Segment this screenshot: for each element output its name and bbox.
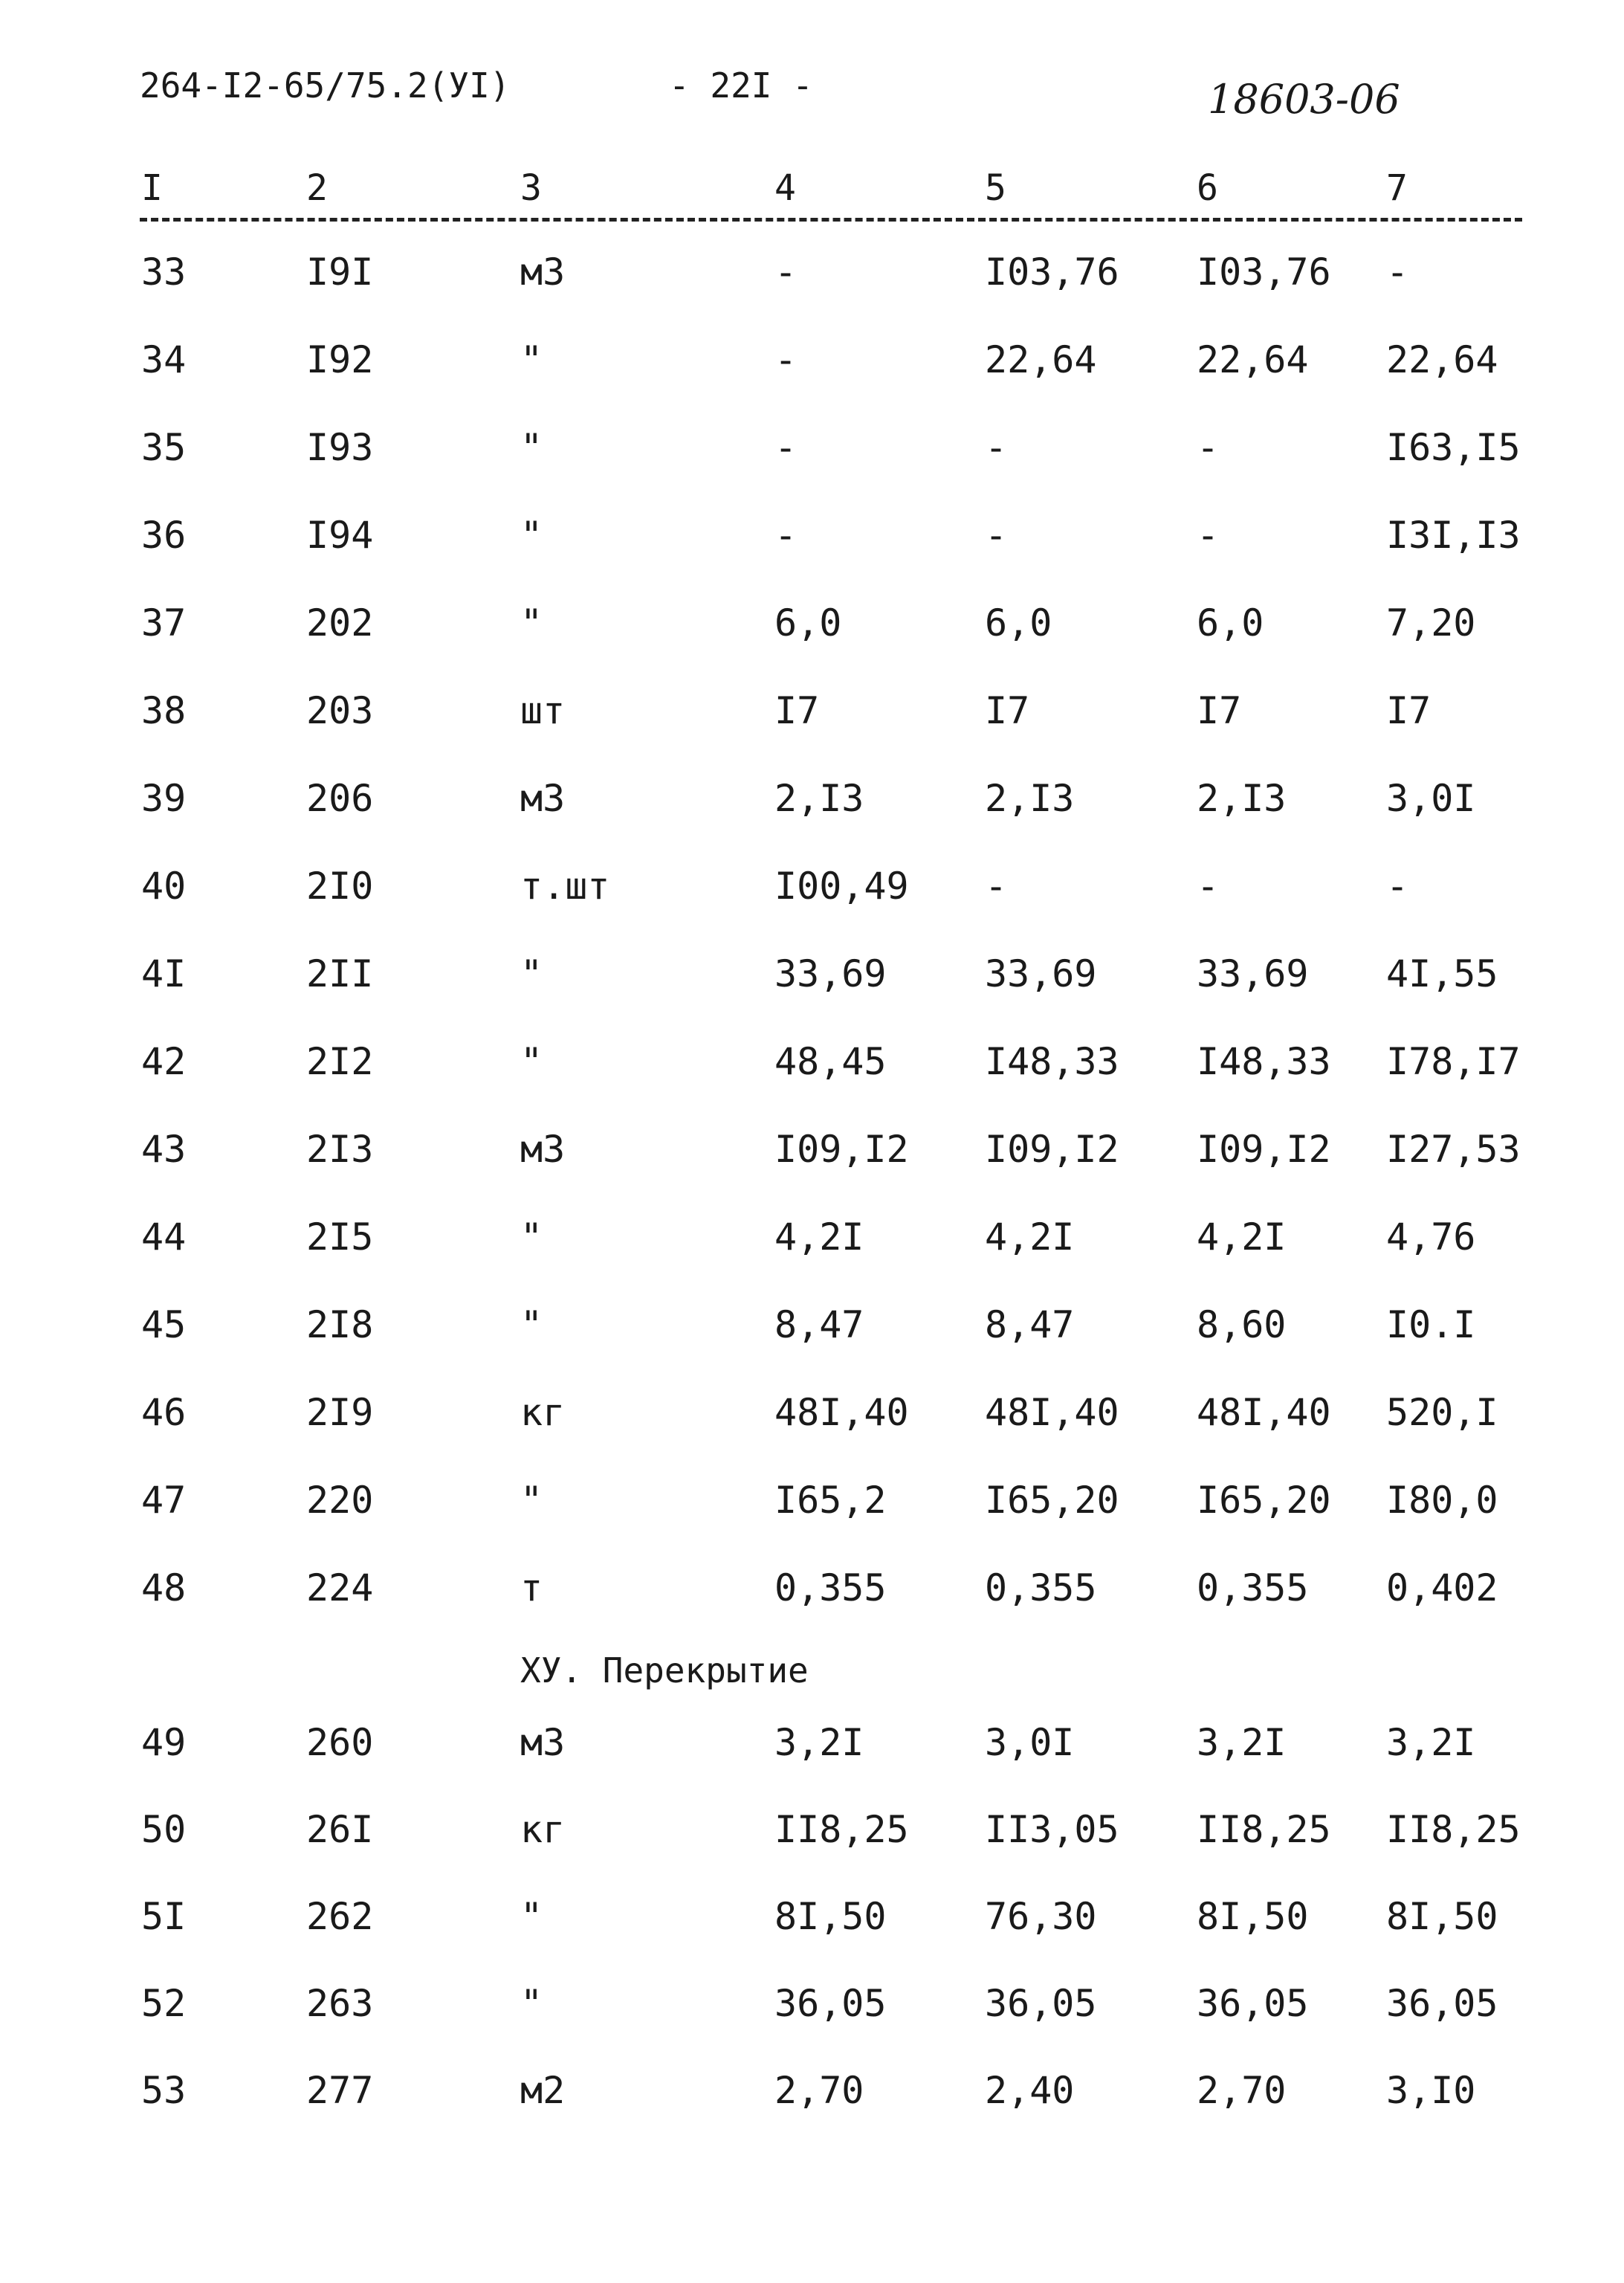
table-cell: 6,0 [985, 601, 1052, 645]
table-cell: - [774, 514, 798, 557]
table-cell: 35 [141, 426, 187, 469]
table-cell: 53 [141, 2069, 187, 2112]
table-cell: т [520, 1566, 543, 1609]
table-cell: " [520, 1895, 543, 1938]
table-cell: 6,0 [1197, 601, 1264, 645]
table-cell: 36,05 [1197, 1982, 1309, 2025]
table-cell: 2II [306, 952, 374, 995]
table-cell: I65,2 [774, 1479, 887, 1522]
column-header: 6 [1197, 167, 1218, 209]
table-cell: 3,0I [1386, 777, 1476, 820]
table-row [0, 2069, 1624, 2128]
table-cell: 4,76 [1386, 1215, 1476, 1259]
table-cell: - [1197, 865, 1220, 908]
table-cell: м2 [520, 2069, 566, 2112]
table-cell: 36,05 [774, 1982, 887, 2025]
table-row [0, 338, 1624, 398]
table-cell: 0,355 [1197, 1566, 1309, 1609]
table-cell: 37 [141, 601, 187, 645]
table-cell: кг [520, 1391, 566, 1434]
table-cell: I7 [985, 689, 1030, 732]
table-row [0, 1982, 1624, 2041]
table-cell: 8I,50 [1197, 1895, 1309, 1938]
table-cell: " [520, 338, 543, 381]
table-cell: 4,2I [774, 1215, 864, 1259]
table-cell: 33,69 [774, 952, 887, 995]
table-cell: 2,I3 [774, 777, 864, 820]
table-cell: 3,2I [1386, 1721, 1476, 1764]
table-cell: 4I,55 [1386, 952, 1498, 995]
table-cell: - [1386, 865, 1409, 908]
table-row [0, 952, 1624, 1012]
table-cell: 4I [141, 952, 187, 995]
table-cell: 48,45 [774, 1040, 887, 1083]
table-cell: 22,64 [985, 338, 1097, 381]
table-row [0, 1566, 1624, 1626]
table-cell: I80,0 [1386, 1479, 1498, 1522]
table-cell: I3I,I3 [1386, 514, 1521, 557]
table-cell: 33,69 [1197, 952, 1309, 995]
table-cell: 36 [141, 514, 187, 557]
table-cell: 2,70 [1197, 2069, 1287, 2112]
table-cell: 50 [141, 1808, 187, 1851]
table-cell: " [520, 1479, 543, 1522]
table-row [0, 514, 1624, 573]
table-cell: " [520, 952, 543, 995]
table-cell: 33 [141, 251, 187, 294]
table-cell: 2,I3 [985, 777, 1075, 820]
table-cell: 26I [306, 1808, 374, 1851]
table-cell: 49 [141, 1721, 187, 1764]
table-cell: 22,64 [1386, 338, 1498, 381]
table-row [0, 689, 1624, 749]
table-cell: 3,0I [985, 1721, 1075, 1764]
table-cell: 48I,40 [774, 1391, 909, 1434]
table-cell: 4,2I [985, 1215, 1075, 1259]
column-header: 3 [520, 167, 542, 209]
table-cell: 38 [141, 689, 187, 732]
table-row [0, 1895, 1624, 1954]
table-cell: 34 [141, 338, 187, 381]
table-cell: II3,05 [985, 1808, 1119, 1851]
table-cell: I09,I2 [1197, 1128, 1331, 1171]
table-cell: I0.I [1386, 1303, 1476, 1346]
table-row [0, 777, 1624, 836]
table-cell: " [520, 601, 543, 645]
table-cell: 48 [141, 1566, 187, 1609]
table-cell: 52 [141, 1982, 187, 2025]
table-cell: I03,76 [1197, 251, 1331, 294]
table-cell: " [520, 1982, 543, 2025]
table-cell: 2I2 [306, 1040, 374, 1083]
table-cell: 2,I3 [1197, 777, 1287, 820]
column-header: 7 [1386, 167, 1408, 209]
table-cell: 8I,50 [774, 1895, 887, 1938]
table-cell: 2I0 [306, 865, 374, 908]
table-cell: I09,I2 [774, 1128, 909, 1171]
table-row [0, 1128, 1624, 1187]
table-cell: - [774, 338, 798, 381]
table-cell: II8,25 [1386, 1808, 1521, 1851]
table-cell: 277 [306, 2069, 374, 2112]
table-cell: 36,05 [985, 1982, 1097, 2025]
table-row [0, 1808, 1624, 1867]
table-cell: 8,47 [774, 1303, 864, 1346]
table-cell: 0,355 [774, 1566, 887, 1609]
table-cell: 224 [306, 1566, 374, 1609]
table-cell: I27,53 [1386, 1128, 1521, 1171]
table-cell: 262 [306, 1895, 374, 1938]
table-cell: т.шт [520, 865, 610, 908]
table-cell: 2I9 [306, 1391, 374, 1434]
table-row [0, 1303, 1624, 1363]
column-header: 5 [985, 167, 1006, 209]
table-cell: 47 [141, 1479, 187, 1522]
table-cell: 4,2I [1197, 1215, 1287, 1259]
table-row [0, 1479, 1624, 1538]
table-cell: 2I3 [306, 1128, 374, 1171]
table-cell: м3 [520, 1128, 566, 1171]
table-cell: 3,2I [1197, 1721, 1287, 1764]
table-cell: I7 [1197, 689, 1242, 732]
table-cell: 2,40 [985, 2069, 1075, 2112]
table-cell: " [520, 514, 543, 557]
table-cell: 46 [141, 1391, 187, 1434]
table-cell: 206 [306, 777, 374, 820]
document-code: 264-I2-65/75.2(УI) [140, 65, 511, 106]
table-cell: м3 [520, 777, 566, 820]
table-cell: 2I8 [306, 1303, 374, 1346]
handwritten-inventory-number: 18603-06 [1208, 76, 1400, 123]
table-cell: I7 [774, 689, 820, 732]
table-cell: 44 [141, 1215, 187, 1259]
table-cell: 76,30 [985, 1895, 1097, 1938]
table-cell: 22,64 [1197, 338, 1309, 381]
table-cell: кг [520, 1808, 566, 1851]
table-row [0, 1721, 1624, 1780]
table-cell: - [774, 426, 798, 469]
table-cell: 0,402 [1386, 1566, 1498, 1609]
table-cell: I09,I2 [985, 1128, 1119, 1171]
table-cell: I00,49 [774, 865, 909, 908]
table-cell: 42 [141, 1040, 187, 1083]
table-cell: I78,I7 [1386, 1040, 1521, 1083]
table-cell: 8,47 [985, 1303, 1075, 1346]
table-row [0, 601, 1624, 661]
table-cell: 3,2I [774, 1721, 864, 1764]
table-cell: м3 [520, 1721, 566, 1764]
table-cell: 6,0 [774, 601, 842, 645]
column-header: 4 [774, 167, 796, 209]
table-cell: 220 [306, 1479, 374, 1522]
table-cell: 260 [306, 1721, 374, 1764]
table-cell: 39 [141, 777, 187, 820]
table-cell: I63,I5 [1386, 426, 1521, 469]
table-cell: " [520, 1040, 543, 1083]
table-cell: - [985, 514, 1008, 557]
table-cell: " [520, 426, 543, 469]
table-cell: 45 [141, 1303, 187, 1346]
section-title: ХУ. Перекрытие [520, 1650, 809, 1691]
table-cell: 8,60 [1197, 1303, 1287, 1346]
table-cell: 36,05 [1386, 1982, 1498, 2025]
table-cell: - [1197, 514, 1220, 557]
table-cell: I7 [1386, 689, 1431, 732]
table-cell: I9I [306, 251, 374, 294]
table-cell: " [520, 1303, 543, 1346]
table-cell: I03,76 [985, 251, 1119, 294]
table-cell: - [1386, 251, 1409, 294]
page-header [0, 0, 1624, 149]
table-cell: 8I,50 [1386, 1895, 1498, 1938]
table-cell: 263 [306, 1982, 374, 2025]
table-cell: 0,355 [985, 1566, 1097, 1609]
table-cell: 520,I [1386, 1391, 1498, 1434]
table-cell: 203 [306, 689, 374, 732]
table-cell: " [520, 1215, 543, 1259]
page-number: - 22I - [669, 65, 813, 106]
table-cell: I65,20 [1197, 1479, 1331, 1522]
table-cell: I92 [306, 338, 374, 381]
table-cell: 202 [306, 601, 374, 645]
table-cell: 2I5 [306, 1215, 374, 1259]
table-cell: 7,20 [1386, 601, 1476, 645]
table-cell: II8,25 [1197, 1808, 1331, 1851]
table-row [0, 426, 1624, 485]
table-cell: II8,25 [774, 1808, 909, 1851]
table-cell: 5I [141, 1895, 187, 1938]
table-cell: - [774, 251, 798, 294]
table-cell: - [985, 426, 1008, 469]
table-row [0, 251, 1624, 310]
table-cell: 2,70 [774, 2069, 864, 2112]
column-header-row [0, 167, 1624, 227]
table-cell: 48I,40 [1197, 1391, 1331, 1434]
table-cell: 3,I0 [1386, 2069, 1476, 2112]
table-row [0, 1040, 1624, 1099]
table-row [0, 865, 1624, 924]
header-dashed-rule [140, 218, 1522, 222]
table-cell: 33,69 [985, 952, 1097, 995]
table-cell: м3 [520, 251, 566, 294]
table-cell: I94 [306, 514, 374, 557]
table-cell: I48,33 [1197, 1040, 1331, 1083]
table-cell: шт [520, 689, 566, 732]
column-header: I [141, 167, 163, 209]
table-cell: - [985, 865, 1008, 908]
table-cell: 40 [141, 865, 187, 908]
table-cell: I93 [306, 426, 374, 469]
column-header: 2 [306, 167, 328, 209]
table-cell: I48,33 [985, 1040, 1119, 1083]
table-cell: I65,20 [985, 1479, 1119, 1522]
table-row [0, 1215, 1624, 1275]
table-row [0, 1391, 1624, 1450]
table-cell: 48I,40 [985, 1391, 1119, 1434]
table-cell: 43 [141, 1128, 187, 1171]
table-cell: - [1197, 426, 1220, 469]
